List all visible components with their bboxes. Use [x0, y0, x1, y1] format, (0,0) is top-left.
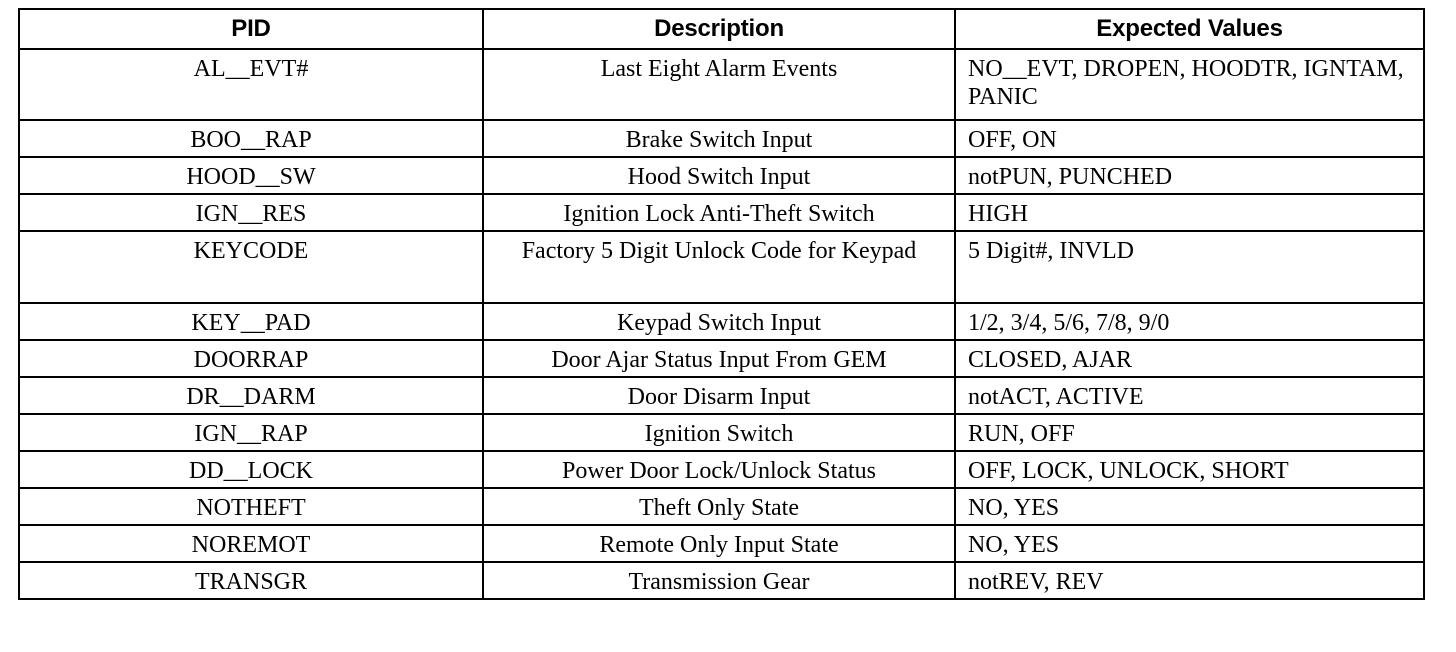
cell-description: Factory 5 Digit Unlock Code for Keypad — [483, 231, 955, 303]
cell-pid: BOO__RAP — [19, 120, 483, 157]
table-row — [19, 120, 1424, 157]
cell-pid: DOORRAP — [19, 340, 483, 377]
table-row — [19, 231, 1424, 303]
table-row — [19, 194, 1424, 231]
cell-pid: HOOD__SW — [19, 157, 483, 194]
cell-pid: KEY__PAD — [19, 303, 483, 340]
table-row — [19, 562, 1424, 599]
header-expected-values: Expected Values — [955, 9, 1424, 49]
cell-description: Door Disarm Input — [483, 377, 955, 414]
cell-expected-values: OFF, ON — [955, 120, 1424, 157]
table-row — [19, 303, 1424, 340]
cell-pid: TRANSGR — [19, 562, 483, 599]
header-row — [19, 9, 1424, 49]
table-row — [19, 157, 1424, 194]
cell-expected-values: CLOSED, AJAR — [955, 340, 1424, 377]
table-row — [19, 49, 1424, 120]
cell-expected-values: HIGH — [955, 194, 1424, 231]
table-row — [19, 340, 1424, 377]
cell-expected-values: OFF, LOCK, UNLOCK, SHORT — [955, 451, 1424, 488]
cell-expected-values: NO__EVT, DROPEN, HOODTR, IGNTAM, PANIC — [955, 49, 1424, 120]
cell-expected-values: notREV, REV — [955, 562, 1424, 599]
cell-pid: DR__DARM — [19, 377, 483, 414]
cell-description: Last Eight Alarm Events — [483, 49, 955, 120]
cell-expected-values: notACT, ACTIVE — [955, 377, 1424, 414]
pid-table — [18, 8, 1425, 600]
cell-expected-values: NO, YES — [955, 488, 1424, 525]
cell-expected-values: 1/2, 3/4, 5/6, 7/8, 9/0 — [955, 303, 1424, 340]
cell-description: Hood Switch Input — [483, 157, 955, 194]
table-row — [19, 377, 1424, 414]
pid-table-container — [18, 8, 1423, 600]
header-pid: PID — [19, 9, 483, 49]
cell-pid: IGN__RES — [19, 194, 483, 231]
cell-pid: KEYCODE — [19, 231, 483, 303]
cell-expected-values: 5 Digit#, INVLD — [955, 231, 1424, 303]
cell-expected-values: NO, YES — [955, 525, 1424, 562]
cell-description: Ignition Switch — [483, 414, 955, 451]
cell-description: Brake Switch Input — [483, 120, 955, 157]
table-row — [19, 488, 1424, 525]
cell-description: Transmission Gear — [483, 562, 955, 599]
cell-description: Power Door Lock/Unlock Status — [483, 451, 955, 488]
cell-pid: AL__EVT# — [19, 49, 483, 120]
cell-description: Ignition Lock Anti-Theft Switch — [483, 194, 955, 231]
cell-description: Door Ajar Status Input From GEM — [483, 340, 955, 377]
cell-pid: NOREMOT — [19, 525, 483, 562]
cell-description: Theft Only State — [483, 488, 955, 525]
cell-expected-values: RUN, OFF — [955, 414, 1424, 451]
cell-description: Keypad Switch Input — [483, 303, 955, 340]
table-row — [19, 451, 1424, 488]
cell-expected-values: notPUN, PUNCHED — [955, 157, 1424, 194]
cell-pid: NOTHEFT — [19, 488, 483, 525]
table-row — [19, 414, 1424, 451]
table-row — [19, 525, 1424, 562]
cell-pid: IGN__RAP — [19, 414, 483, 451]
cell-description: Remote Only Input State — [483, 525, 955, 562]
header-description: Description — [483, 9, 955, 49]
cell-pid: DD__LOCK — [19, 451, 483, 488]
